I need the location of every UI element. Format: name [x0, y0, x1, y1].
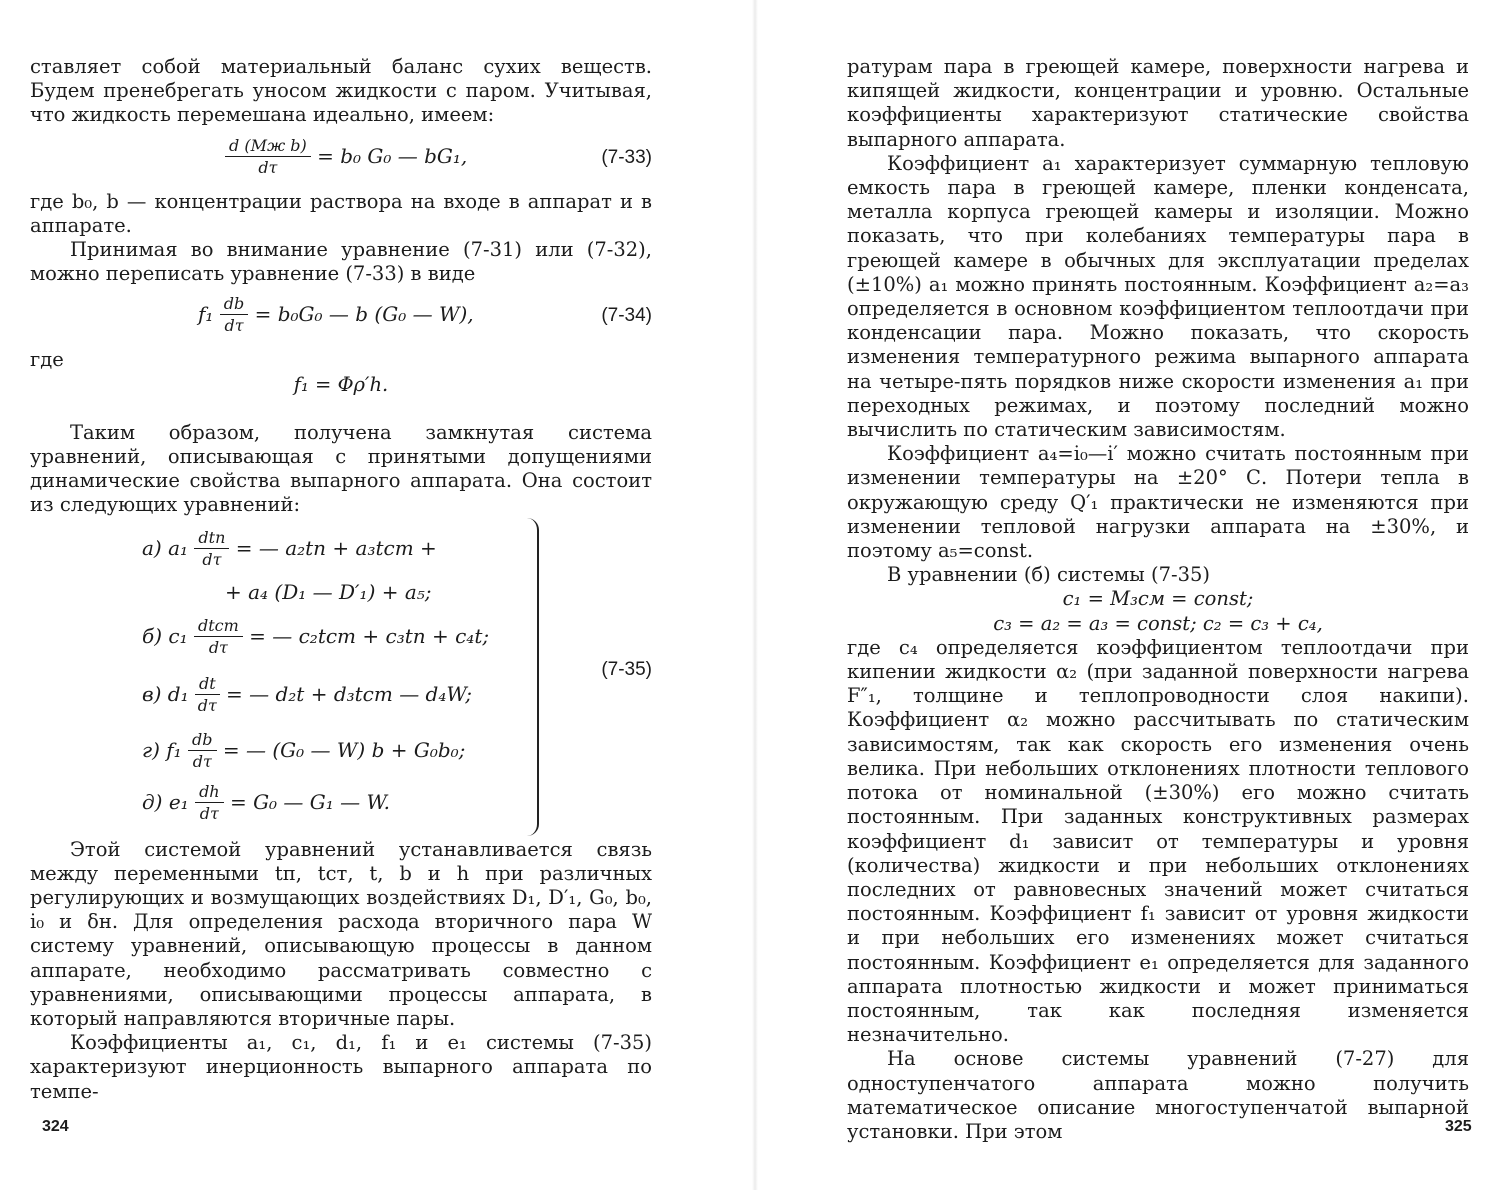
paragraph: Принимая во внимание уравнение (7-31) или (7-32), можно переписать уравнение (7-33) в виде	[30, 238, 652, 286]
paragraph: Этой системой уравнений устанавливается связь между переменными tп, tст, t, b и h при различных регулирующих и возмущающих воздействиях D₁, D′₁, G₀, b₀, i₀ и δн. Для определения расхода вторичного пара W систему уравнений, описывающую процессы в данном аппарате, необходимо рассматривать совместно с уравнениями, описывающими процессы аппарата, в который направляются вторичные пары.	[30, 837, 652, 1031]
equation-7-34: f₁ $\frac{db}{d\tau}$ = b₀G₀ — b (G₀ — W), (7-34)	[198, 294, 652, 336]
left-column	[30, 55, 652, 1104]
right-column	[847, 55, 1469, 1144]
paragraph: ставляет собой материальный баланс сухих веществ. Будем пренебрегать уносом жидкости с паром. Учитывая, что жидкость перемешана идеально, имеем:	[30, 55, 652, 127]
f1-definition: f₁ = Φρ′h.	[293, 372, 389, 396]
equation-number: (7-34)	[601, 305, 652, 327]
equation-a: а) a₁ $\frac{\text{dtп}}{d\tau}$ = — a₂tп + a₃tст +	[142, 527, 437, 569]
equation-b: б) c₁ $\frac{\text{dtст}}{d\tau}$ = — c₂tст + c₃tп + c₄t;	[142, 615, 490, 657]
paragraph: Коэффициенты a₁, c₁, d₁, f₁ и e₁ системы (7-35) характеризуют инерционность выпарного аппарата по темпе-	[30, 1031, 652, 1103]
paragraph: Таким образом, получена замкнутая система уравнений, описывающая с принятыми допущениями динамические свойства выпарного аппарата. Она состоит из следующих уравнений:	[30, 420, 652, 517]
where-label: где	[30, 348, 64, 372]
equation-system-7-35	[30, 518, 652, 838]
page-number: 325	[1445, 1118, 1472, 1135]
paragraph: В уравнении (б) системы (7-35)	[887, 563, 1211, 587]
equation-number: (7-35)	[601, 658, 652, 680]
equation-c1: c₁ = M₃cм = const;	[1062, 587, 1254, 611]
paragraph: На основе системы уравнений (7-27) для одноступенчатого аппарата можно получить математическое описание многоступенчатой выпарной установки. При этом	[847, 1047, 1469, 1143]
page-number: 324	[42, 1118, 69, 1135]
equation-g: г) f₁ $\frac{db}{d\tau}$ = — (G₀ — W) b + G₀b₀;	[142, 729, 466, 771]
paragraph: Коэффициент a₄=i₀—i′ можно считать постоянным при изменении температуры на ±20° С. Потери тепла в окружающую среду Q′₁ практически не изменяются при изменении тепловой нагрузки аппарата на ±30%, и поэтому a₅=const.	[847, 442, 1469, 563]
fraction: $\frac{db}{d\tau}$	[220, 294, 248, 337]
system-brace	[523, 518, 539, 836]
right-page	[755, 0, 1510, 1190]
equation-number: (7-33)	[601, 146, 652, 168]
paragraph: Коэффициент a₁ характеризует суммарную тепловую емкость пара в греющей камере, пленки конденсата, металла корпуса греющей камеры и изоляции. Можно показать, что при колебаниях температуры пара в греющей камере в обычных для эксплуатации пределах (±10%) a₁ можно принять постоянным. Коэффициент a₂=a₃ определяется в основном коэффициентом теплоотдачи при конденсации пара. Можно показать, что скорость изменения температурного режима выпарного аппарата на четыре-пять порядков ниже скорости изменения a₁ при переходных режимах, и поэтому последний можно вычислить по статическим зависимостям.	[847, 151, 1469, 442]
equation-7-33: $\frac{\text{d (Mж b)}}{d\tau}$ = b₀ G₀ — bG₁, (7-33)	[30, 128, 652, 190]
equation-v: в) d₁ $\frac{dt}{d\tau}$ = — d₂t + d₃tст — d₄W;	[142, 673, 472, 715]
fraction: $\frac{\text{d (Mж b)}}{d\tau}$	[225, 136, 311, 179]
paragraph: где c₄ определяется коэффициентом теплоотдачи при кипении жидкости α₂ (при заданной поверхности нагрева F″₁, толщине и теплопроводности слоя накипи). Коэффициент α₂ можно рассчитывать по статическим зависимостям, так как скорость его изменения очень велика. При небольших отклонениях плотности теплового потока от номинальной (±30%) его можно считать постоянным. При заданных конструктивных размерах коэффициент d₁ зависит от температуры и уровня (количества) жидкости и при небольших отклонениях последних от равновесных значений может считаться постоянным. Коэффициент f₁ зависит от уровня жидкости и при небольших его изменениях может считаться постоянным. Коэффициент e₁ определяется для заданного аппарата плотностью жидкости и может приниматься постоянным, так как последняя изменяется незначительно.	[847, 635, 1469, 1047]
paragraph: ратурам пара в греющей камере, поверхности нагрева и кипящей жидкости, концентрации и уровню. Остальные коэффициенты характеризуют статические свойства выпарного аппарата.	[847, 55, 1469, 151]
equation-c3: c₃ = a₂ = a₃ = const; c₂ = c₃ + c₄,	[993, 611, 1323, 635]
equation-d: д) e₁ $\frac{dh}{d\tau}$ = G₀ — G₁ — W.	[142, 781, 390, 823]
equation-a-continued: + a₄ (D₁ — D′₁) + a₅;	[225, 579, 432, 604]
paragraph: где b₀, b — концентрации раствора на входе в аппарат и в аппарате.	[30, 189, 652, 237]
